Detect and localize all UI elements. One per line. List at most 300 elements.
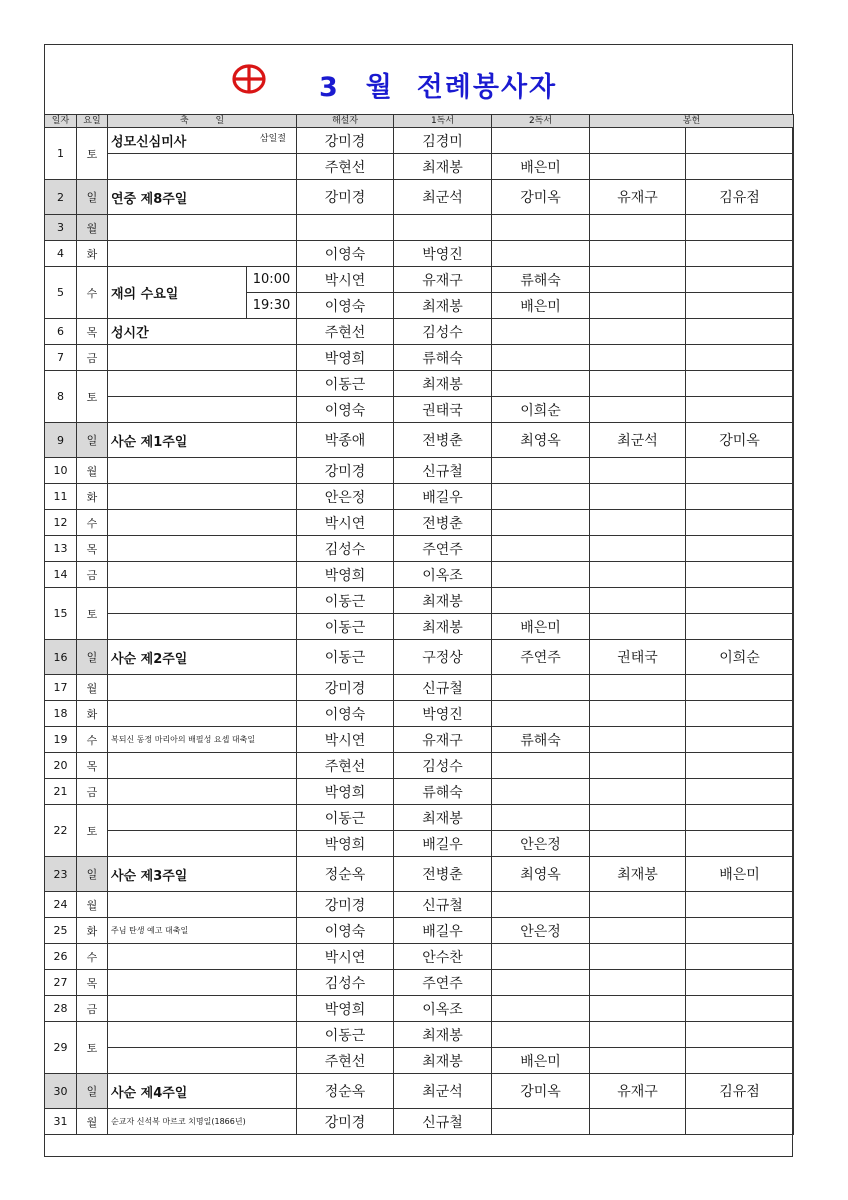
reader1-cell: 신규철 xyxy=(394,458,492,484)
commentator-cell: 이동근 xyxy=(297,588,394,614)
reader2-cell: 안은정 xyxy=(492,918,590,944)
feast-cell xyxy=(108,892,297,918)
commentator-cell: 박영희 xyxy=(297,831,394,857)
header-row xyxy=(45,115,794,128)
feast-cell xyxy=(108,1022,297,1048)
commentator-cell: 김성수 xyxy=(297,536,394,562)
reader2-cell xyxy=(492,753,590,779)
reader2-cell xyxy=(492,779,590,805)
schedule-sheet xyxy=(44,44,793,1157)
offering2-cell xyxy=(686,484,794,510)
commentator-cell: 이영숙 xyxy=(297,397,394,423)
offering1-cell xyxy=(590,970,686,996)
reader2-cell: 배은미 xyxy=(492,154,590,180)
commentator-cell: 박영희 xyxy=(297,779,394,805)
feast-cell xyxy=(108,701,297,727)
commentator-cell xyxy=(297,215,394,241)
offering2-cell xyxy=(686,154,794,180)
dow-cell: 금 xyxy=(77,779,108,805)
day-cell: 5 xyxy=(45,267,77,319)
dow-cell: 금 xyxy=(77,345,108,371)
reader1-cell: 배길우 xyxy=(394,918,492,944)
table-row xyxy=(45,831,794,857)
reader2-cell: 최영옥 xyxy=(492,857,590,892)
offering1-cell xyxy=(590,397,686,423)
header-reader1: 1독서 xyxy=(394,115,492,128)
commentator-cell: 강미경 xyxy=(297,128,394,154)
day-cell: 11 xyxy=(45,484,77,510)
table-row xyxy=(45,1074,794,1109)
table-row xyxy=(45,154,794,180)
offering2-cell xyxy=(686,675,794,701)
header-reader2: 2독서 xyxy=(492,115,590,128)
feast-cell xyxy=(108,996,297,1022)
day-cell: 2 xyxy=(45,180,77,215)
reader1-cell: 최재봉 xyxy=(394,154,492,180)
reader1-cell: 이옥조 xyxy=(394,562,492,588)
reader1-cell: 최재봉 xyxy=(394,371,492,397)
reader2-cell xyxy=(492,128,590,154)
page-title xyxy=(319,65,557,104)
dow-cell: 토 xyxy=(77,128,108,180)
reader2-cell: 최영옥 xyxy=(492,423,590,458)
offering1-cell: 최군석 xyxy=(590,423,686,458)
feast-cell-empty xyxy=(108,397,297,423)
title-area xyxy=(45,45,792,114)
reader2-cell xyxy=(492,701,590,727)
offering1-cell xyxy=(590,371,686,397)
commentator-cell: 이영숙 xyxy=(297,918,394,944)
table-row xyxy=(45,267,794,293)
reader2-cell: 배은미 xyxy=(492,1048,590,1074)
commentator-cell: 이동근 xyxy=(297,614,394,640)
feast-cell xyxy=(108,588,297,614)
offering1-cell: 권태국 xyxy=(590,640,686,675)
commentator-cell: 정순옥 xyxy=(297,857,394,892)
feast-cell: 성시간 xyxy=(108,319,297,345)
reader1-cell: 안수찬 xyxy=(394,944,492,970)
offering1-cell xyxy=(590,458,686,484)
reader2-cell xyxy=(492,892,590,918)
dow-cell: 화 xyxy=(77,918,108,944)
reader1-cell: 유재구 xyxy=(394,267,492,293)
offering1-cell xyxy=(590,345,686,371)
feast-cell: 사순 제4주일 xyxy=(108,1074,297,1109)
offering2-cell xyxy=(686,701,794,727)
feast-cell-empty xyxy=(108,1048,297,1074)
commentator-cell: 주현선 xyxy=(297,154,394,180)
reader2-cell xyxy=(492,215,590,241)
dow-cell: 일 xyxy=(77,857,108,892)
feast-cell: 사순 제3주일 xyxy=(108,857,297,892)
commentator-cell: 박시연 xyxy=(297,267,394,293)
day-cell: 1 xyxy=(45,128,77,180)
table-row xyxy=(45,918,794,944)
reader1-cell: 최군석 xyxy=(394,1074,492,1109)
offering2-cell xyxy=(686,614,794,640)
table-row xyxy=(45,536,794,562)
table-row xyxy=(45,701,794,727)
offering2-cell xyxy=(686,562,794,588)
day-cell: 10 xyxy=(45,458,77,484)
header-commentator: 해설자 xyxy=(297,115,394,128)
feast-cell-empty xyxy=(108,831,297,857)
offering2-cell xyxy=(686,241,794,267)
offering2-cell xyxy=(686,510,794,536)
feast-cell xyxy=(108,371,297,397)
reader1-cell: 전병춘 xyxy=(394,510,492,536)
dow-cell: 화 xyxy=(77,241,108,267)
offering1-cell xyxy=(590,562,686,588)
day-cell: 18 xyxy=(45,701,77,727)
header-dow: 요일 xyxy=(77,115,108,128)
day-cell: 8 xyxy=(45,371,77,423)
reader1-cell: 전병춘 xyxy=(394,857,492,892)
offering2-cell xyxy=(686,1048,794,1074)
holiday-note: 삼일절 xyxy=(259,134,287,144)
day-cell: 13 xyxy=(45,536,77,562)
feast-cell xyxy=(108,241,297,267)
commentator-cell: 박영희 xyxy=(297,562,394,588)
dow-cell: 일 xyxy=(77,640,108,675)
offering1-cell xyxy=(590,241,686,267)
offering2-cell: 김유점 xyxy=(686,1074,794,1109)
offering1-cell xyxy=(590,536,686,562)
dow-cell: 목 xyxy=(77,753,108,779)
day-cell: 14 xyxy=(45,562,77,588)
reader1-cell: 유재구 xyxy=(394,727,492,753)
offering2-cell: 배은미 xyxy=(686,857,794,892)
reader2-cell: 류해숙 xyxy=(492,267,590,293)
reader2-cell xyxy=(492,345,590,371)
commentator-cell: 이영숙 xyxy=(297,293,394,319)
feast-cell xyxy=(108,562,297,588)
offering2-cell xyxy=(686,805,794,831)
reader1-cell: 류해숙 xyxy=(394,779,492,805)
table-row xyxy=(45,944,794,970)
offering1-cell xyxy=(590,779,686,805)
feast-cell xyxy=(108,215,297,241)
feast-cell: 순교자 신석복 마르코 치명일(1866년) xyxy=(108,1109,297,1135)
offering1-cell xyxy=(590,215,686,241)
reader2-cell: 안은정 xyxy=(492,831,590,857)
offering1-cell xyxy=(590,701,686,727)
table-row xyxy=(45,458,794,484)
offering2-cell xyxy=(686,215,794,241)
offering1-cell xyxy=(590,996,686,1022)
reader1-cell: 김성수 xyxy=(394,319,492,345)
dow-cell: 토 xyxy=(77,371,108,423)
schedule-body xyxy=(45,128,794,1135)
dow-cell: 목 xyxy=(77,970,108,996)
commentator-cell: 정순옥 xyxy=(297,1074,394,1109)
reader2-cell xyxy=(492,241,590,267)
table-row xyxy=(45,215,794,241)
table-row xyxy=(45,805,794,831)
offering1-cell xyxy=(590,154,686,180)
reader2-cell xyxy=(492,562,590,588)
offering1-cell xyxy=(590,1109,686,1135)
reader2-cell xyxy=(492,944,590,970)
offering2-cell xyxy=(686,128,794,154)
time-cell: 19:30 xyxy=(247,293,297,319)
offering2-cell xyxy=(686,918,794,944)
dow-cell: 토 xyxy=(77,588,108,640)
table-row xyxy=(45,345,794,371)
day-cell: 31 xyxy=(45,1109,77,1135)
dow-cell: 토 xyxy=(77,1022,108,1074)
commentator-cell: 강미경 xyxy=(297,180,394,215)
reader2-cell xyxy=(492,458,590,484)
commentator-cell: 이동근 xyxy=(297,640,394,675)
feast-cell: 재의 수요일 xyxy=(108,267,247,319)
offering2-cell xyxy=(686,831,794,857)
reader2-cell xyxy=(492,536,590,562)
table-row xyxy=(45,892,794,918)
dow-cell: 수 xyxy=(77,510,108,536)
offering2-cell xyxy=(686,345,794,371)
offering1-cell: 유재구 xyxy=(590,180,686,215)
dow-cell: 월 xyxy=(77,1109,108,1135)
commentator-cell: 강미경 xyxy=(297,458,394,484)
reader2-cell xyxy=(492,371,590,397)
table-row xyxy=(45,614,794,640)
table-row xyxy=(45,319,794,345)
offering1-cell: 최재봉 xyxy=(590,857,686,892)
table-row xyxy=(45,510,794,536)
commentator-cell: 이동근 xyxy=(297,371,394,397)
reader2-cell xyxy=(492,805,590,831)
reader1-cell: 최군석 xyxy=(394,180,492,215)
offering2-cell xyxy=(686,892,794,918)
commentator-cell: 이영숙 xyxy=(297,701,394,727)
offering2-cell xyxy=(686,319,794,345)
day-cell: 3 xyxy=(45,215,77,241)
day-cell: 15 xyxy=(45,588,77,640)
feast-cell xyxy=(108,944,297,970)
reader2-cell xyxy=(492,996,590,1022)
offering1-cell: 유재구 xyxy=(590,1074,686,1109)
dow-cell: 목 xyxy=(77,319,108,345)
table-row xyxy=(45,1109,794,1135)
title-month: 3 xyxy=(319,72,340,103)
commentator-cell: 박영희 xyxy=(297,345,394,371)
table-row xyxy=(45,1022,794,1048)
reader2-cell: 강미옥 xyxy=(492,1074,590,1109)
reader1-cell: 최재봉 xyxy=(394,588,492,614)
reader1-cell: 이옥조 xyxy=(394,996,492,1022)
offering1-cell xyxy=(590,892,686,918)
dow-cell: 수 xyxy=(77,944,108,970)
commentator-cell: 박시연 xyxy=(297,944,394,970)
offering2-cell xyxy=(686,1022,794,1048)
feast-cell xyxy=(108,805,297,831)
dow-cell: 일 xyxy=(77,1074,108,1109)
commentator-cell: 강미경 xyxy=(297,675,394,701)
offering2-cell xyxy=(686,779,794,805)
header-day: 일자 xyxy=(45,115,77,128)
reader1-cell: 최재봉 xyxy=(394,1022,492,1048)
feast-cell xyxy=(108,484,297,510)
feast-label: 성모신심미사 xyxy=(111,135,187,150)
table-row xyxy=(45,1048,794,1074)
reader1-cell: 최재봉 xyxy=(394,1048,492,1074)
feast-cell: 복되신 동정 마리아의 배필성 요셉 대축일 xyxy=(108,727,297,753)
day-cell: 21 xyxy=(45,779,77,805)
feast-cell: 사순 제2주일 xyxy=(108,640,297,675)
feast-cell xyxy=(108,779,297,805)
dow-cell: 월 xyxy=(77,215,108,241)
day-cell: 6 xyxy=(45,319,77,345)
reader1-cell: 박영진 xyxy=(394,701,492,727)
feast-cell xyxy=(108,753,297,779)
day-cell: 28 xyxy=(45,996,77,1022)
reader2-cell: 배은미 xyxy=(492,614,590,640)
reader2-cell xyxy=(492,510,590,536)
dow-cell: 월 xyxy=(77,675,108,701)
feast-cell: 사순 제1주일 xyxy=(108,423,297,458)
table-row xyxy=(45,640,794,675)
day-cell: 9 xyxy=(45,423,77,458)
title-text: 전례봉사자 xyxy=(416,72,558,103)
day-cell: 23 xyxy=(45,857,77,892)
feast-cell: 주님 탄생 예고 대축일 xyxy=(108,918,297,944)
dow-cell: 화 xyxy=(77,701,108,727)
reader1-cell: 주연주 xyxy=(394,536,492,562)
offering1-cell xyxy=(590,614,686,640)
reader2-cell xyxy=(492,484,590,510)
feast-cell xyxy=(108,536,297,562)
reader1-cell: 배길우 xyxy=(394,484,492,510)
reader2-cell: 주연주 xyxy=(492,640,590,675)
commentator-cell: 이영숙 xyxy=(297,241,394,267)
offering1-cell xyxy=(590,675,686,701)
commentator-cell: 강미경 xyxy=(297,892,394,918)
day-cell: 22 xyxy=(45,805,77,857)
table-row xyxy=(45,588,794,614)
offering1-cell xyxy=(590,588,686,614)
commentator-cell: 이동근 xyxy=(297,1022,394,1048)
day-cell: 16 xyxy=(45,640,77,675)
offering1-cell xyxy=(590,293,686,319)
table-row xyxy=(45,857,794,892)
offering2-cell xyxy=(686,996,794,1022)
commentator-cell: 주현선 xyxy=(297,319,394,345)
offering2-cell: 이희순 xyxy=(686,640,794,675)
reader1-cell: 최재봉 xyxy=(394,293,492,319)
dow-cell: 일 xyxy=(77,423,108,458)
table-row xyxy=(45,675,794,701)
feast-cell xyxy=(108,675,297,701)
header-offering: 봉헌 xyxy=(590,115,794,128)
commentator-cell: 안은정 xyxy=(297,484,394,510)
table-row xyxy=(45,753,794,779)
offering2-cell xyxy=(686,293,794,319)
reader1-cell: 신규철 xyxy=(394,892,492,918)
offering2-cell: 강미옥 xyxy=(686,423,794,458)
reader2-cell: 배은미 xyxy=(492,293,590,319)
day-cell: 19 xyxy=(45,727,77,753)
reader1-cell: 권태국 xyxy=(394,397,492,423)
reader2-cell xyxy=(492,675,590,701)
table-row xyxy=(45,128,794,154)
offering2-cell xyxy=(686,753,794,779)
commentator-cell: 박영희 xyxy=(297,996,394,1022)
reader1-cell: 최재봉 xyxy=(394,805,492,831)
commentator-cell: 박종애 xyxy=(297,423,394,458)
reader1-cell: 신규철 xyxy=(394,675,492,701)
offering2-cell xyxy=(686,397,794,423)
reader1-cell: 김경미 xyxy=(394,128,492,154)
table-row xyxy=(45,727,794,753)
commentator-cell: 주현선 xyxy=(297,1048,394,1074)
table-row xyxy=(45,241,794,267)
reader2-cell xyxy=(492,1022,590,1048)
header-feast: 축 일 xyxy=(108,115,297,128)
reader2-cell: 류해숙 xyxy=(492,727,590,753)
offering2-cell xyxy=(686,727,794,753)
reader2-cell: 이희순 xyxy=(492,397,590,423)
dow-cell: 일 xyxy=(77,180,108,215)
reader1-cell: 구정상 xyxy=(394,640,492,675)
reader1-cell: 김성수 xyxy=(394,753,492,779)
table-row xyxy=(45,484,794,510)
reader1-cell: 신규철 xyxy=(394,1109,492,1135)
offering1-cell xyxy=(590,510,686,536)
offering2-cell xyxy=(686,458,794,484)
table-row xyxy=(45,371,794,397)
feast-cell xyxy=(108,510,297,536)
feast-cell: 연중 제8주일 xyxy=(108,180,297,215)
offering1-cell xyxy=(590,944,686,970)
dow-cell: 목 xyxy=(77,536,108,562)
feast-cell-empty xyxy=(108,614,297,640)
dow-cell: 금 xyxy=(77,996,108,1022)
day-cell: 7 xyxy=(45,345,77,371)
table-row xyxy=(45,779,794,805)
offering2-cell xyxy=(686,371,794,397)
table-row xyxy=(45,970,794,996)
offering1-cell xyxy=(590,753,686,779)
reader1-cell: 배길우 xyxy=(394,831,492,857)
offering2-cell xyxy=(686,536,794,562)
day-cell: 20 xyxy=(45,753,77,779)
reader1-cell xyxy=(394,215,492,241)
commentator-cell: 주현선 xyxy=(297,753,394,779)
commentator-cell: 강미경 xyxy=(297,1109,394,1135)
commentator-cell: 김성수 xyxy=(297,970,394,996)
offering2-cell xyxy=(686,267,794,293)
feast-cell xyxy=(108,345,297,371)
offering1-cell xyxy=(590,1022,686,1048)
offering2-cell: 김유점 xyxy=(686,180,794,215)
offering1-cell xyxy=(590,128,686,154)
day-cell: 4 xyxy=(45,241,77,267)
reader1-cell: 전병춘 xyxy=(394,423,492,458)
reader1-cell: 류해숙 xyxy=(394,345,492,371)
reader2-cell xyxy=(492,1109,590,1135)
dow-cell: 토 xyxy=(77,805,108,857)
offering1-cell xyxy=(590,727,686,753)
dow-cell: 월 xyxy=(77,892,108,918)
dow-cell: 화 xyxy=(77,484,108,510)
title-month-word: 월 xyxy=(365,72,394,103)
offering2-cell xyxy=(686,1109,794,1135)
time-cell: 10:00 xyxy=(247,267,297,293)
day-cell: 17 xyxy=(45,675,77,701)
table-row xyxy=(45,397,794,423)
day-cell: 25 xyxy=(45,918,77,944)
